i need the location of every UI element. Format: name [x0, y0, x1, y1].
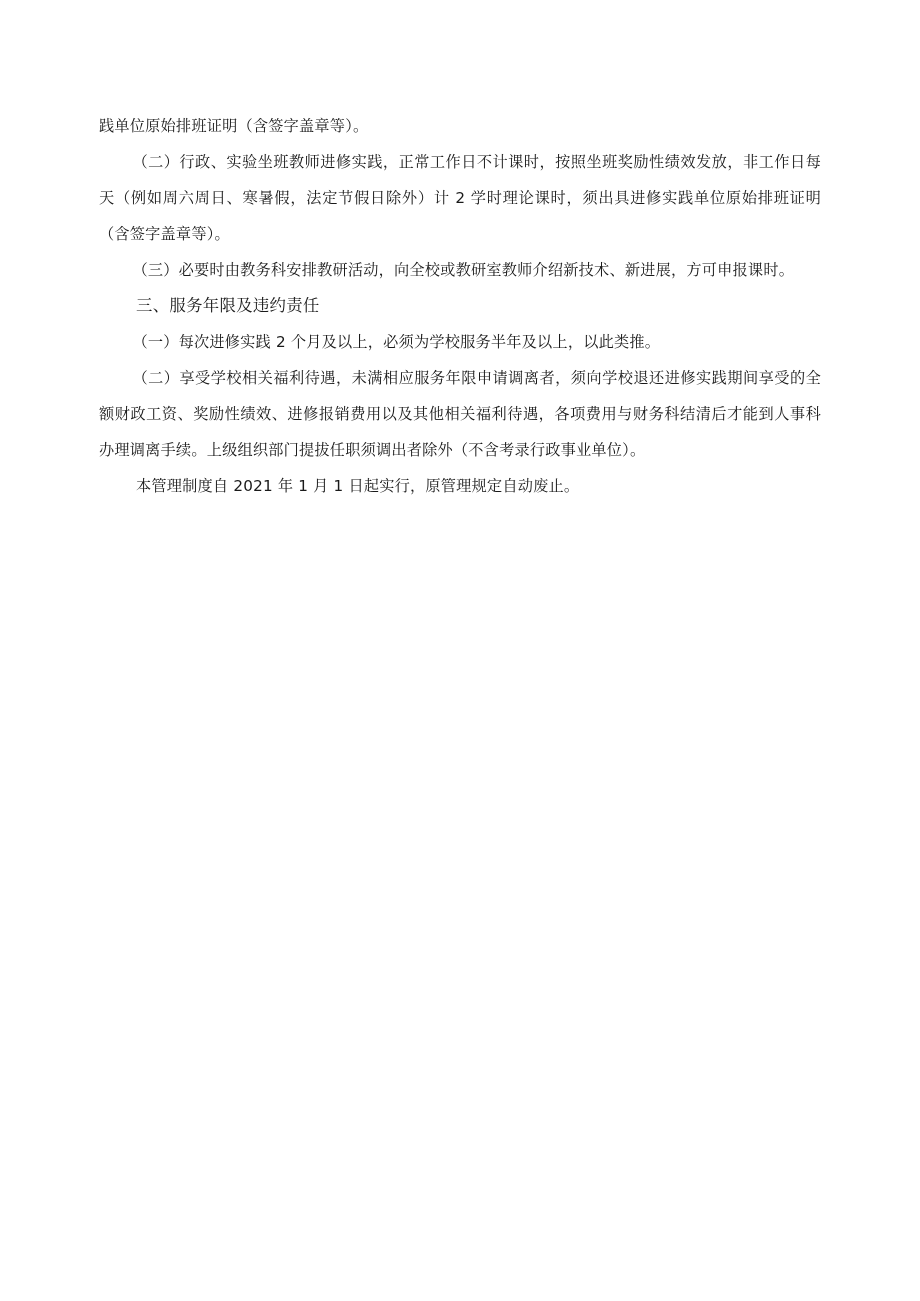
paragraph-item-1-service-duration: （一）每次进修实践 2 个月及以上，必须为学校服务半年及以上，以此类推。 [132, 333, 661, 351]
paragraph-item-2-admin-staff: （二）行政、实验坐班教师进修实践，正常工作日不计课时，按照坐班奖励性绩效发放，非工作日每天（例如周六周日、寒暑假，法定节假日除外）计 2 学时理论课时，须出具进修实践单位原始排班证明（含签字盖章等）。 [99, 153, 821, 243]
paragraph-item-2-liability: （二）享受学校相关福利待遇，未满相应服务年限申请调离者，须向学校退还进修实践期间享受的全额财政工资、奖励性绩效、进修报销费用以及其他相关福利待遇，各项费用与财务科结清后才能到人事科办理调离手续。上级组织部门提拔任职须调出者除外（不含考录行政事业单位）。 [99, 369, 821, 459]
document-body [99, 108, 821, 504]
paragraph-effective-date: 本管理制度自 2021 年 1 月 1 日起实行，原管理规定自动废止。 [136, 477, 580, 495]
paragraph-continuation: 践单位原始排班证明（含签字盖章等）。 [99, 117, 369, 135]
paragraph-item-3-teaching-activity: （三）必要时由教务科安排教研活动，向全校或教研室教师介绍新技术、新进展，方可申报课时。 [132, 261, 795, 279]
section-heading-service-term: 三、服务年限及违约责任 [136, 296, 320, 315]
